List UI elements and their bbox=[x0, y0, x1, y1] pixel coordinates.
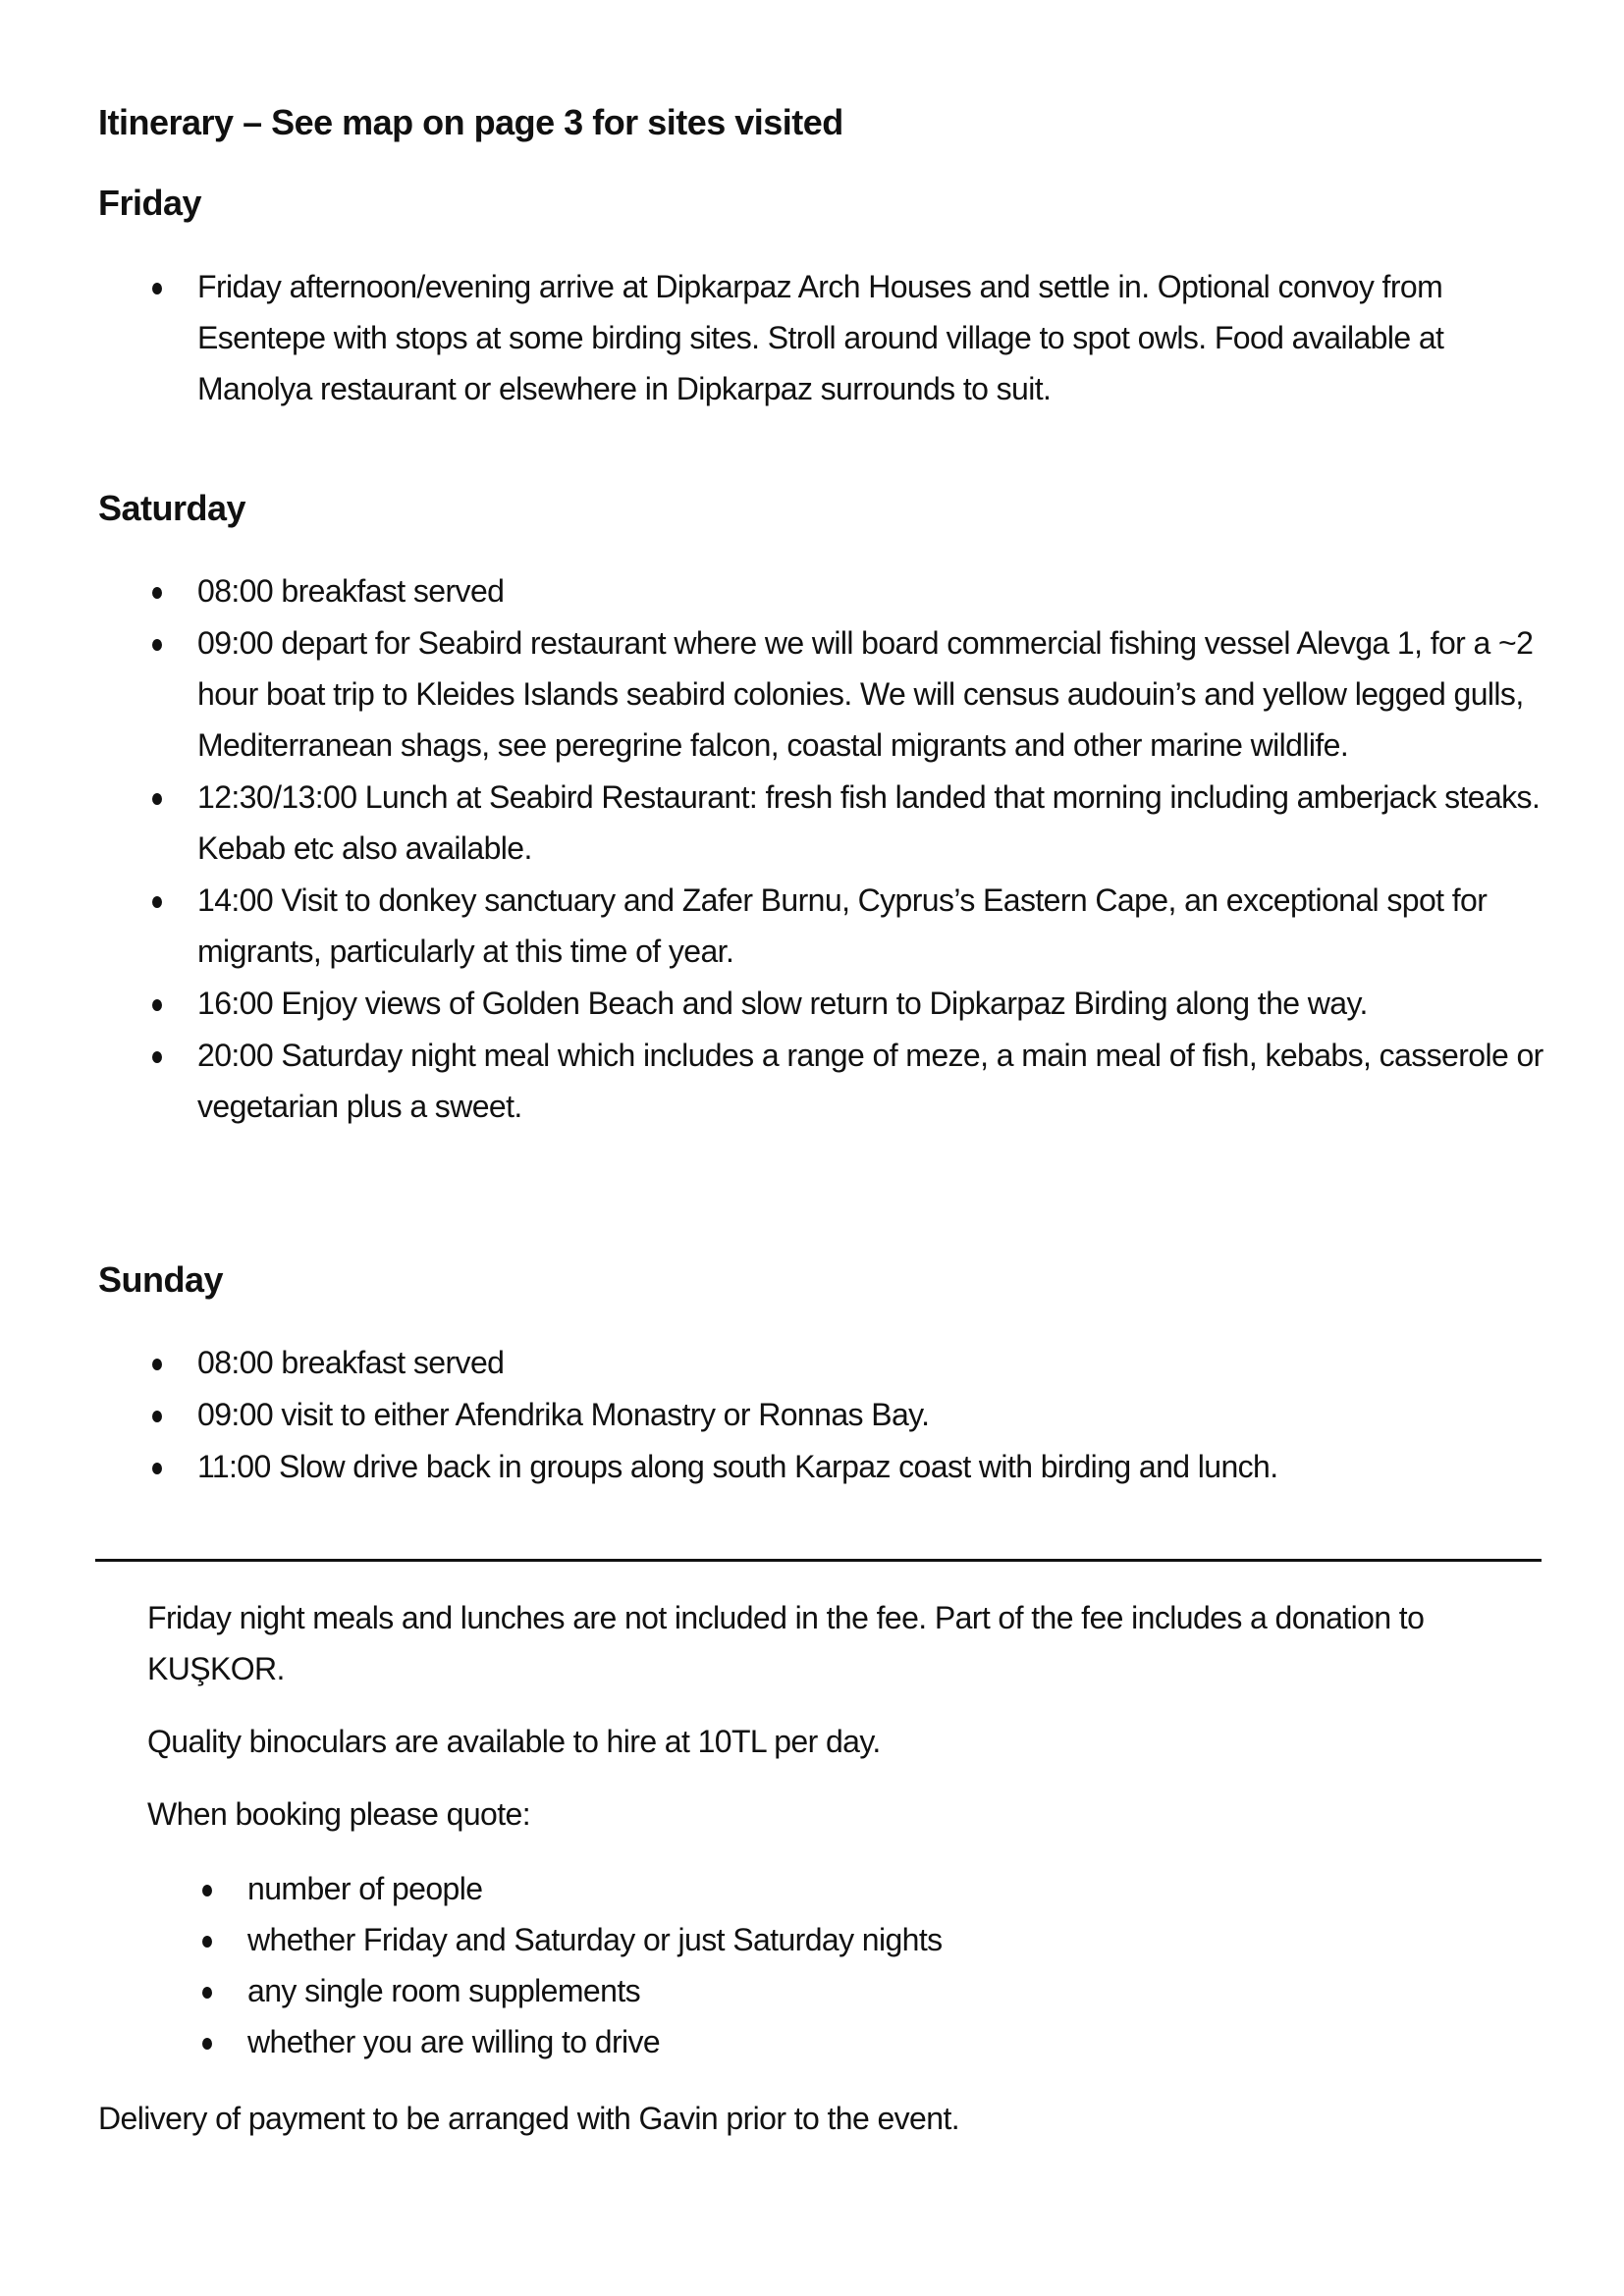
fee-note: Friday night meals and lunches are not included in the fee. Part of the fee includes a donation to KUŞKOR. bbox=[147, 1600, 1425, 1686]
day-heading-saturday: Saturday bbox=[98, 488, 246, 528]
list-item: Friday afternoon/evening arrive at Dipkarpaz Arch Houses and settle in. Optional convoy from Esentepe with stops at some birding sites. Stroll around village to spot owls. Food available at Manolya restaurant or elsewhere in Dipkarpaz surrounds to suit. bbox=[197, 261, 1552, 414]
list-item: any single room supplements bbox=[247, 1965, 1524, 2016]
bullet-icon bbox=[152, 896, 162, 908]
list-item: 16:00 Enjoy views of Golden Beach and slow return to Dipkarpaz Birding along the way. bbox=[197, 978, 1562, 1029]
bullet-icon bbox=[202, 2038, 212, 2050]
bullet-icon bbox=[152, 639, 162, 651]
list-item: 12:30/13:00 Lunch at Seabird Restaurant: fresh fish landed that morning including amberjack steaks. Kebab etc also available. bbox=[197, 772, 1562, 874]
booking-list bbox=[247, 1863, 1524, 2067]
bullet-icon bbox=[152, 793, 162, 805]
bullet-icon bbox=[202, 1885, 212, 1896]
bullet-icon bbox=[152, 999, 162, 1011]
sunday-list bbox=[197, 1337, 1562, 1493]
page-title: Itinerary – See map on page 3 for sites visited bbox=[98, 102, 843, 142]
bullet-icon bbox=[152, 283, 162, 294]
list-item: 14:00 Visit to donkey sanctuary and Zafer Burnu, Cyprus’s Eastern Cape, an exceptional spot for migrants, particularly at this time of year. bbox=[197, 875, 1562, 977]
list-item: whether Friday and Saturday or just Saturday nights bbox=[247, 1914, 1524, 1965]
payment-note: Delivery of payment to be arranged with Gavin prior to the event. bbox=[98, 2101, 960, 2136]
list-item: 08:00 breakfast served bbox=[197, 1337, 1562, 1388]
day-heading-friday: Friday bbox=[98, 183, 202, 223]
bullet-icon bbox=[152, 1463, 162, 1474]
day-heading-sunday: Sunday bbox=[98, 1259, 224, 1300]
bullet-icon bbox=[202, 1936, 212, 1948]
list-item: 11:00 Slow drive back in groups along south Karpaz coast with birding and lunch. bbox=[197, 1441, 1562, 1492]
bullet-icon bbox=[152, 1051, 162, 1063]
bullet-icon bbox=[152, 587, 162, 599]
horizontal-divider bbox=[95, 1559, 1542, 1562]
list-item: whether you are willing to drive bbox=[247, 2016, 1524, 2067]
bullet-icon bbox=[152, 1411, 162, 1422]
booking-intro: When booking please quote: bbox=[147, 1796, 531, 1832]
bullet-icon bbox=[202, 1987, 212, 1999]
bullet-icon bbox=[152, 1359, 162, 1370]
saturday-list bbox=[197, 565, 1562, 1133]
list-item: 20:00 Saturday night meal which includes a range of meze, a main meal of fish, kebabs, casserole or vegetarian plus a sweet. bbox=[197, 1030, 1562, 1132]
friday-list bbox=[197, 261, 1552, 415]
list-item: number of people bbox=[247, 1863, 1524, 1914]
list-item: 09:00 depart for Seabird restaurant where we will board commercial fishing vessel Alevga 1, for a ~2 hour boat trip to Kleides Islands seabird colonies. We will census audouin’s and yellow legged gulls, Mediterranean shags, see peregrine falcon, coastal migrants and other marine wildlife. bbox=[197, 617, 1562, 771]
list-item: 08:00 breakfast served bbox=[197, 565, 1562, 616]
binoculars-note: Quality binoculars are available to hire at 10TL per day. bbox=[147, 1724, 881, 1759]
list-item: 09:00 visit to either Afendrika Monastry or Ronnas Bay. bbox=[197, 1389, 1562, 1440]
